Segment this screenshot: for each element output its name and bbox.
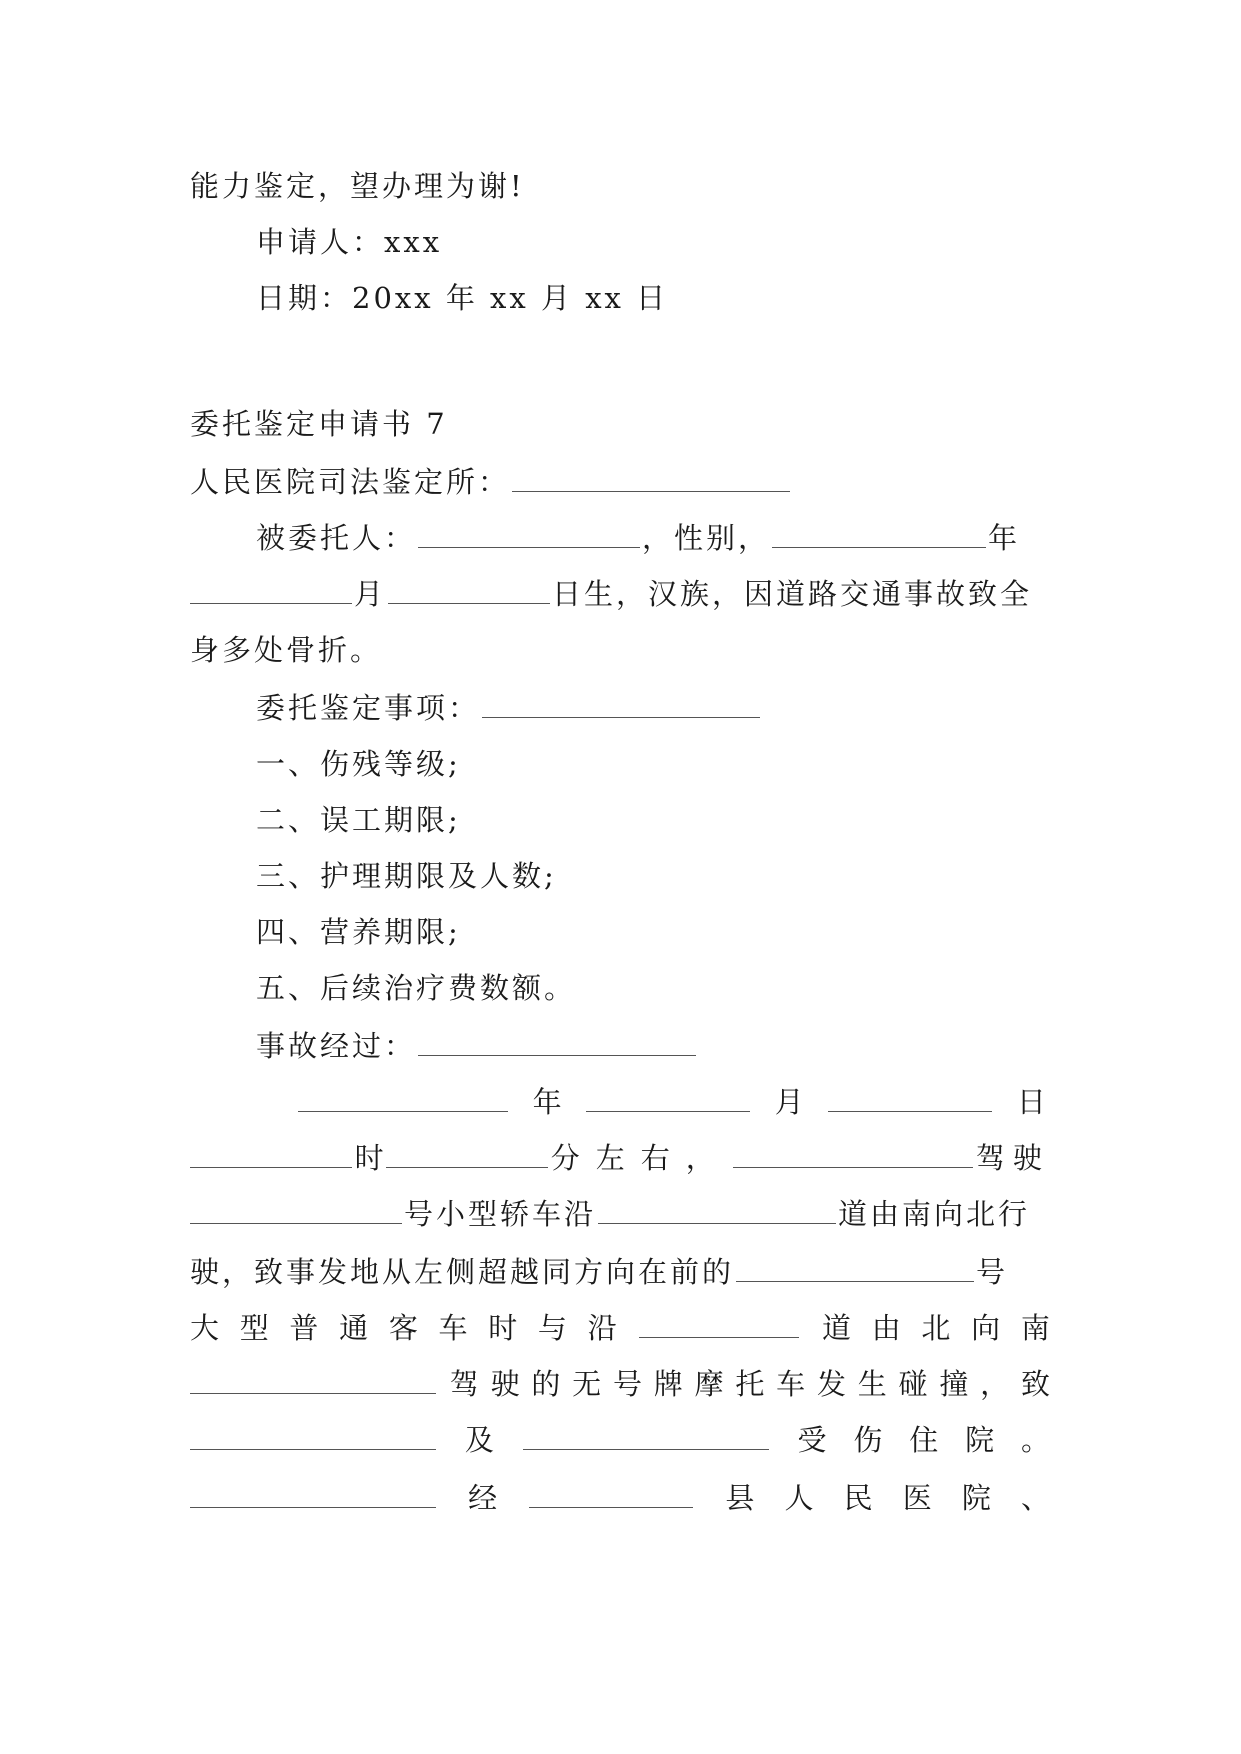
char: 受: [797, 1423, 827, 1457]
addressee-line: [190, 462, 1050, 502]
char: 普: [289, 1311, 319, 1345]
via-label: 经: [468, 1481, 498, 1515]
fill-blank: [190, 1201, 402, 1224]
overtake-line: [190, 1252, 1050, 1292]
day-label: 日: [1016, 1085, 1046, 1119]
car-line: [190, 1194, 1050, 1234]
char: 向: [971, 1311, 1001, 1345]
char: 号: [612, 1367, 642, 1401]
matter-item: 二、误工期限;: [256, 803, 461, 837]
fill-blank: [190, 581, 352, 604]
year-label: 年: [532, 1085, 562, 1119]
char: 致: [1020, 1367, 1050, 1401]
char: 碰: [898, 1367, 928, 1401]
car-text: 号小型轿车沿: [404, 1197, 597, 1231]
char: 住: [909, 1423, 939, 1457]
fill-blank: [298, 1089, 508, 1112]
fill-blank: [418, 525, 640, 548]
date-line: 日期：20xx 年 xx 月 xx 日: [256, 281, 669, 315]
year-label: 年: [988, 521, 1021, 555]
overtake-text: 驶，致事发地从左侧超越同方向在前的: [190, 1255, 735, 1289]
char: 撞: [939, 1367, 969, 1401]
fill-blank: [482, 695, 760, 718]
bus-line: [190, 1308, 1050, 1348]
birth-line: [190, 574, 1050, 614]
char: 车: [438, 1311, 468, 1345]
char: 的: [531, 1367, 561, 1401]
accident-label: 事故经过：: [256, 1029, 417, 1063]
addressee-label: 人民医院司法鉴定所：: [190, 465, 511, 499]
fill-blank: [772, 525, 986, 548]
char: 沿: [587, 1311, 617, 1345]
fill-blank: [388, 581, 550, 604]
char: 型: [239, 1311, 269, 1345]
number-label: 号: [976, 1255, 1009, 1289]
born-text: 日生，汉族，因道路交通事故致全: [552, 577, 1033, 611]
matters-line: [256, 688, 1050, 728]
fill-blank: [586, 1089, 750, 1112]
char: ，: [980, 1367, 1010, 1401]
char: 道: [822, 1311, 852, 1345]
client-line: [256, 518, 1050, 558]
hour-label: 时: [354, 1141, 384, 1175]
fill-blank: [529, 1485, 693, 1508]
accident-line: [256, 1026, 1050, 1066]
fill-blank: [190, 1145, 352, 1168]
fill-blank: [190, 1427, 436, 1450]
char: 发: [816, 1367, 846, 1401]
char: 医: [902, 1481, 932, 1515]
char: 摩: [694, 1367, 724, 1401]
char: 院: [961, 1481, 991, 1515]
matter-item: 一、伤残等级;: [256, 747, 461, 781]
applicant-line: 申请人：xxx: [256, 225, 443, 259]
document-title: 委托鉴定申请书 7: [190, 407, 448, 441]
char: 与: [537, 1311, 567, 1345]
minute-label: 分左右，: [550, 1141, 731, 1175]
fill-blank: [733, 1145, 973, 1168]
fill-blank: [386, 1145, 548, 1168]
char: 县: [725, 1481, 755, 1515]
motorcycle-line: [190, 1364, 1050, 1404]
char: 院: [965, 1423, 995, 1457]
matter-item: 三、护理期限及人数;: [256, 859, 557, 893]
paragraph-line: 能力鉴定，望办理为谢!: [190, 169, 525, 203]
char: 、: [1020, 1481, 1050, 1515]
month-label: 月: [774, 1085, 804, 1119]
char: 时: [488, 1311, 518, 1345]
char: 通: [339, 1311, 369, 1345]
char: 民: [843, 1481, 873, 1515]
char: 人: [784, 1481, 814, 1515]
hospital-line: [190, 1478, 1050, 1518]
injury-line: 身多处骨折。: [190, 633, 383, 667]
and-label: 及: [464, 1423, 494, 1457]
fill-blank: [418, 1033, 696, 1056]
char: 驾: [449, 1367, 479, 1401]
fill-blank: [190, 1371, 436, 1394]
month-label: 月: [354, 577, 387, 611]
char: 驶: [490, 1367, 520, 1401]
fill-blank: [639, 1315, 799, 1338]
matters-label: 委托鉴定事项：: [256, 691, 481, 725]
client-label: 被委托人：: [256, 521, 417, 555]
fill-blank: [598, 1201, 836, 1224]
char: 牌: [653, 1367, 683, 1401]
fill-blank: [736, 1259, 974, 1282]
char: 客: [388, 1311, 418, 1345]
char: 由: [871, 1311, 901, 1345]
matter-item: 四、营养期限;: [256, 915, 461, 949]
char: 生: [857, 1367, 887, 1401]
direction-text: 道由南向北行: [838, 1197, 1031, 1231]
fill-blank: [828, 1089, 992, 1112]
char: 伤: [853, 1423, 883, 1457]
fill-blank: [523, 1427, 769, 1450]
fill-blank: [190, 1485, 436, 1508]
matter-item: 五、后续治疗费数额。: [256, 971, 577, 1005]
char: 南: [1020, 1311, 1050, 1345]
fill-blank: [512, 469, 790, 492]
char: 北: [921, 1311, 951, 1345]
injured-line: [190, 1420, 1050, 1460]
gender-label: ，性别，: [642, 521, 771, 555]
char: 。: [1020, 1423, 1050, 1457]
accident-time-line: [190, 1138, 1050, 1178]
char: 大: [190, 1311, 220, 1345]
accident-date-line: [296, 1082, 1046, 1122]
char: 无: [572, 1367, 602, 1401]
char: 托: [735, 1367, 765, 1401]
char: 车: [776, 1367, 806, 1401]
drive-label: 驾驶: [975, 1141, 1050, 1175]
